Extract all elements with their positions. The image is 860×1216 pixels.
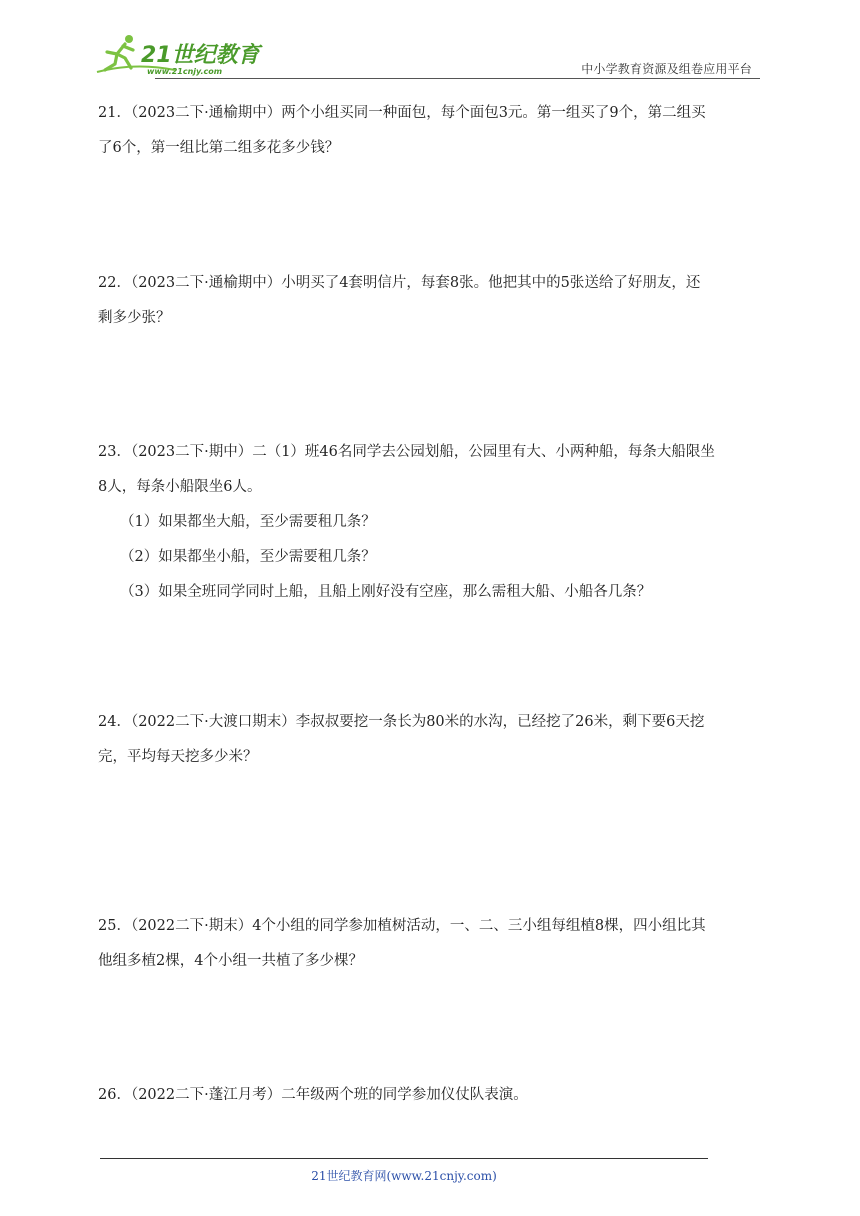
question-text-line: 24．（2022二下·大渡口期末）李叔叔要挖一条长为80米的水沟，已经挖了26米，剩下要6天挖 (98, 714, 705, 730)
question-26 (98, 1078, 766, 1113)
sub-question-3: （3）如果全班同学同时上船，且船上刚好没有空座，那么需租大船、小船各几条？ (120, 584, 652, 600)
question-text-line: 21．（2023二下·通榆期中）两个小组买同一种面包，每个面包3元。第一组买了9个，第二组买 (98, 105, 706, 121)
question-21 (98, 96, 766, 166)
question-text-line: 了6个，第一组比第二组多花多少钱？ (98, 140, 340, 156)
question-23 (98, 435, 766, 610)
svg-text:www.21cnjy.com: www.21cnjy.com (147, 67, 223, 76)
footer-divider (100, 1158, 708, 1159)
page-header (95, 30, 760, 80)
footer-link[interactable]: 21世纪教育网(www.21cnjy.com) (311, 1169, 497, 1183)
sub-question-2: （2）如果都坐小船，至少需要租几条？ (120, 549, 376, 565)
site-logo (95, 32, 265, 76)
question-24 (98, 705, 766, 775)
question-text-line: 26．（2022二下·蓬江月考）二年级两个班的同学参加仪仗队表演。 (98, 1087, 528, 1103)
question-22 (98, 266, 766, 336)
question-text-line: 22．（2023二下·通榆期中）小明买了4套明信片，每套8张。他把其中的5张送给了好朋友，还 (98, 275, 701, 291)
question-25 (98, 909, 766, 979)
question-text-line: 剩多少张？ (98, 310, 171, 326)
svg-text:21世纪教育: 21世纪教育 (141, 43, 260, 68)
question-text-line: 完，平均每天挖多少米？ (98, 749, 258, 765)
header-divider (155, 78, 760, 79)
question-text-line: 23．（2023二下·期中）二（1）班46名同学去公园划船，公园里有大、小两种船，每条大船限坐 (98, 444, 715, 460)
question-text-line: 他组多植2棵，4个小组一共植了多少棵？ (98, 953, 363, 969)
question-text-line: 8人，每条小船限坐6人。 (98, 479, 262, 495)
sub-question-1: （1）如果都坐大船，至少需要租几条？ (120, 514, 376, 530)
question-text-line: 25．（2022二下·期末）4个小组的同学参加植树活动，一、二、三小组每组植8棵，四小组比其 (98, 918, 706, 934)
header-platform-text: 中小学教育资源及组卷应用平台 (581, 62, 752, 76)
